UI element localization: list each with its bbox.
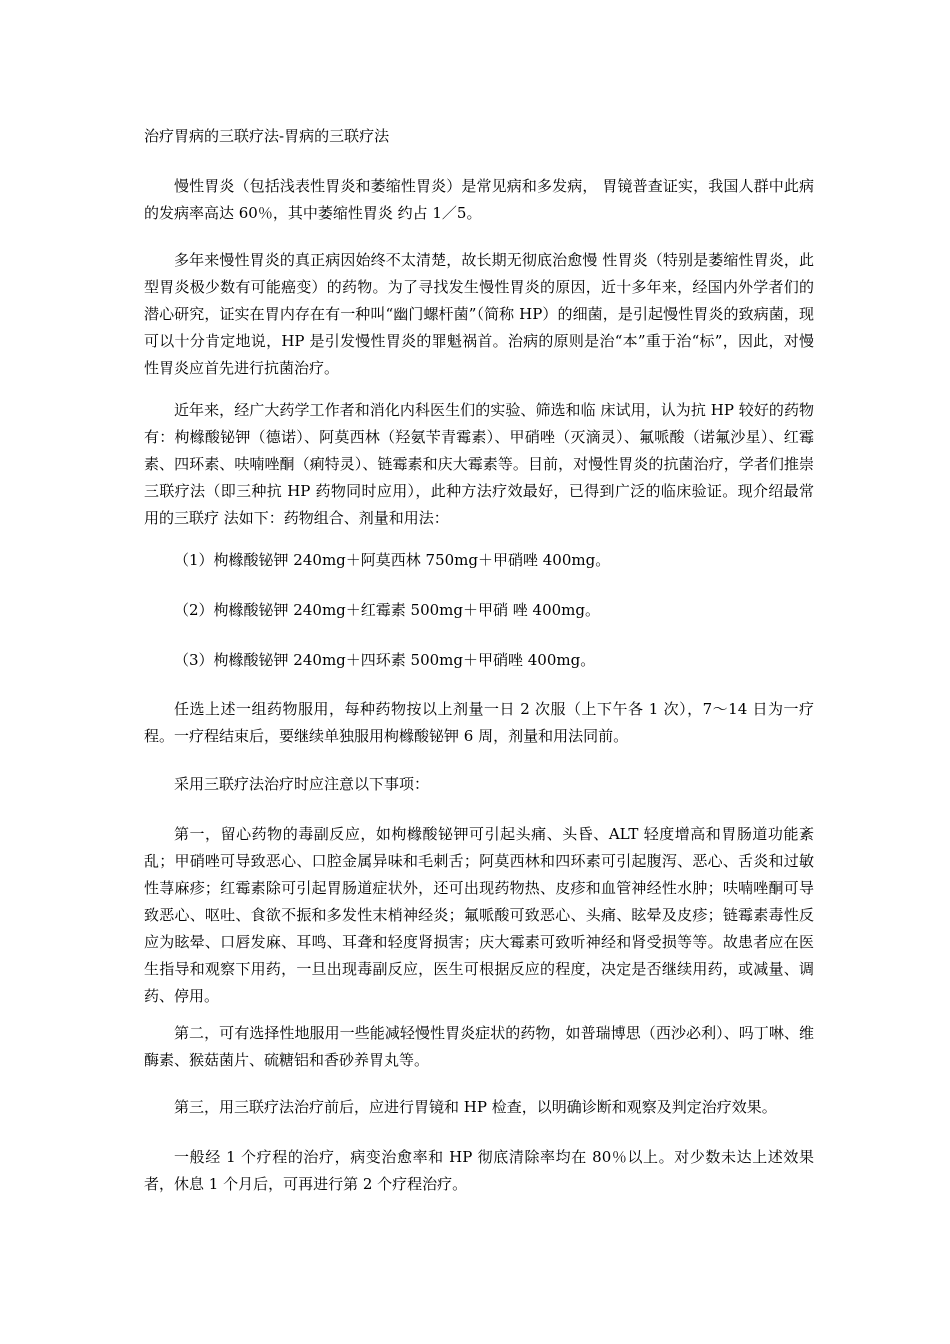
paragraph-course: 任选上述一组药物服用，每种药物按以上剂量一日 2 次服（上下午各 1 次），7～14 日为一疗程。一疗程结束后，要继续单独服用枸橼酸铋钾 6 周，剂量和用法同前。 xyxy=(144,700,814,745)
page-title: 治疗胃病的三联疗法-胃病的三联疗法 xyxy=(144,127,390,145)
list-item-regimen-2: （2）枸橼酸铋钾 240mg＋红霉素 500mg＋甲硝 唑 400mg。 xyxy=(174,601,600,619)
paragraph-cause: 多年来慢性胃炎的真正病因始终不太清楚，故长期无彻底治愈慢 性胃炎（特别是萎缩性胃炎，此型胃炎极少数有可能癌变）的药物。为了寻找发生慢性胃炎的原因，近十多年来，经国内外学者们的潜心研究，证实在胃内存在有一种叫“幽门螺杆菌”（简称 HP）的细菌，是引起慢性胃炎的致病菌，现可以十分肯定地说，HP 是引发慢性胃炎的罪魁祸首。治病的原则是治“本”重于治“标”，因此，对慢性胃炎应首先进行抗菌治疗。 xyxy=(144,251,814,377)
paragraph-note-1: 第一，留心药物的毒副反应，如枸橼酸铋钾可引起头痛、头昏、ALT 轻度增高和胃肠道功能紊乱；甲硝唑可导致恶心、口腔金属异味和毛刺舌；阿莫西林和四环素可引起腹泻、恶心、舌炎和过敏性荨麻疹；红霉素除可引起胃肠道症状外，还可出现药物热、皮疹和血管神经性水肿；呋喃唑酮可导致恶心、呕吐、食欲不振和多发性末梢神经炎；氟哌酸可致恶心、头痛、眩晕及皮疹；链霉素毒性反应为眩晕、口唇发麻、耳鸣、耳聋和轻度肾损害；庆大霉素可致听神经和肾受损等等。故患者应在医生指导和观察下用药，一旦出现毒副反应，医生可根据反应的程度，决定是否继续用药，或减量、调药、停用。 xyxy=(144,825,814,1005)
paragraph-drugs: 近年来，经广大药学工作者和消化内科医生们的实验、筛选和临 床试用，认为抗 HP 较好的药物有：枸橼酸铋钾（德诺）、阿莫西林（羟氨苄青霉素）、甲硝唑（灭滴灵）、氟哌酸（诺氟沙星）、红霉素、四环素、呋喃唑酮（痢特灵）、链霉素和庆大霉素等。目前，对慢性胃炎的抗菌治疗，学者们推崇三联疗法（即三种抗 HP 药物同时应用），此种方法疗效最好，已得到广泛的临床验证。现介绍最常用的三联疗 法如下：药物组合、剂量和用法： xyxy=(144,401,814,527)
paragraph-conclusion: 一般经 1 个疗程的治疗，病变治愈率和 HP 彻底清除率均在 80％以上。对少数未达上述效果者，休息 1 个月后，可再进行第 2 个疗程治疗。 xyxy=(144,1148,814,1193)
list-item-regimen-3: （3）枸橼酸铋钾 240mg＋四环素 500mg＋甲硝唑 400mg。 xyxy=(174,651,596,669)
list-item-regimen-1: （1）枸橼酸铋钾 240mg＋阿莫西林 750mg＋甲硝唑 400mg。 xyxy=(174,551,611,569)
paragraph-note-3: 第三，用三联疗法治疗前后，应进行胃镜和 HP 检查，以明确诊断和观察及判定治疗效果。 xyxy=(174,1098,777,1116)
paragraph-intro: 慢性胃炎（包括浅表性胃炎和萎缩性胃炎）是常见病和多发病， 胃镜普查证实，我国人群中此病的发病率高达 60％，其中萎缩性胃炎 约占 1／5。 xyxy=(144,177,814,222)
paragraph-note-2: 第二，可有选择性地服用一些能减轻慢性胃炎症状的药物，如普瑞博思（西沙必利）、吗丁啉、维酶素、猴菇菌片、硫糖铝和香砂养胃丸等。 xyxy=(144,1024,814,1069)
paragraph-notes-intro: 采用三联疗法治疗时应注意以下事项： xyxy=(174,775,430,793)
